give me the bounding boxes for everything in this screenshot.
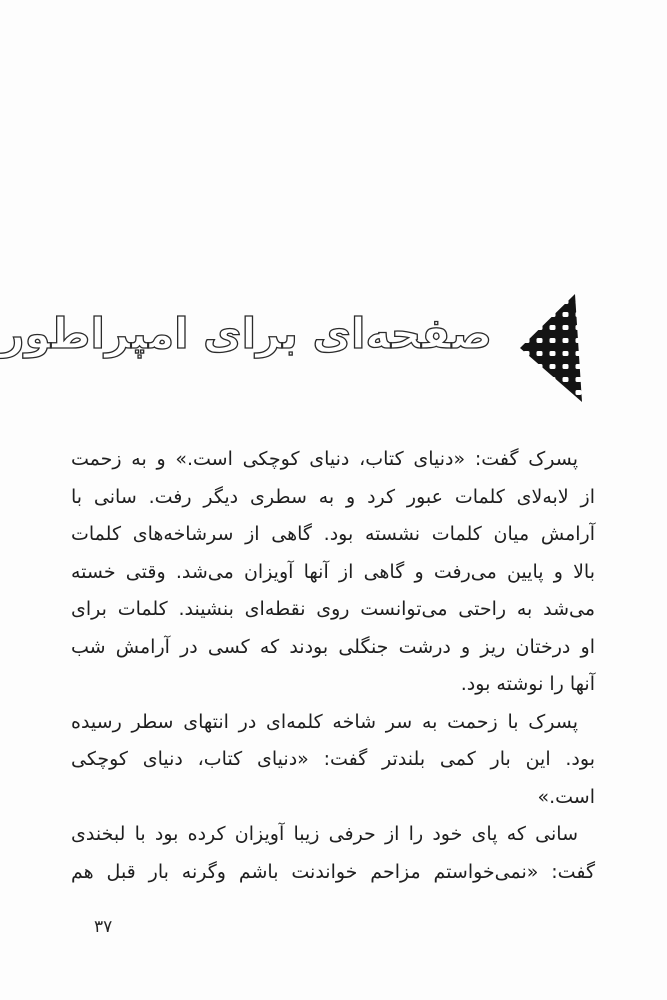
body-text-block xyxy=(71,441,595,891)
body-line: گفت: «نمی‌خواستم مزاحم خواندنت باشم وگرنه بار قبل هم xyxy=(71,860,595,883)
body-line: او درختان ریز و درشت جنگلی بودند که کسی در آرامش شب xyxy=(71,635,595,658)
body-line: آنها را نوشته بود. xyxy=(460,673,595,695)
body-line: آرامش میان کلمات نشسته بود. گاهی از سرشاخه‌های کلمات xyxy=(71,523,595,545)
body-line: می‌شد به راحتی می‌توانست روی نقطه‌ای بنشیند. کلمات برای xyxy=(71,598,595,620)
body-line: است.» xyxy=(537,785,595,808)
body-line: بالا و پایین می‌رفت و گاهی از آنها آویزان می‌شد. وقتی خسته xyxy=(71,560,595,583)
dotted-triangle-icon xyxy=(520,294,582,404)
body-line: پسرک گفت: «دنیای کتاب، دنیای کوچکی است.» و به زحمت xyxy=(71,448,578,470)
chapter-title: صفحه‌ای برای امپراطور xyxy=(0,309,492,358)
page-number: ۳۷ xyxy=(94,917,113,937)
body-line: پسرک با زحمت به سر شاخه کلمه‌ای در انتهای سطر رسیده xyxy=(71,710,578,733)
body-line: سانی که پای خود را از حرفی زیبا آویزان کرده بود با لبخندی xyxy=(71,823,578,845)
body-line: بود. این بار کمی بلندتر گفت: «دنیای کتاب، دنیای کوچکی xyxy=(71,748,595,770)
body-line: از لابه‌لای کلمات عبور کرد و به سطری دیگر رفت. سانی با xyxy=(71,485,595,508)
